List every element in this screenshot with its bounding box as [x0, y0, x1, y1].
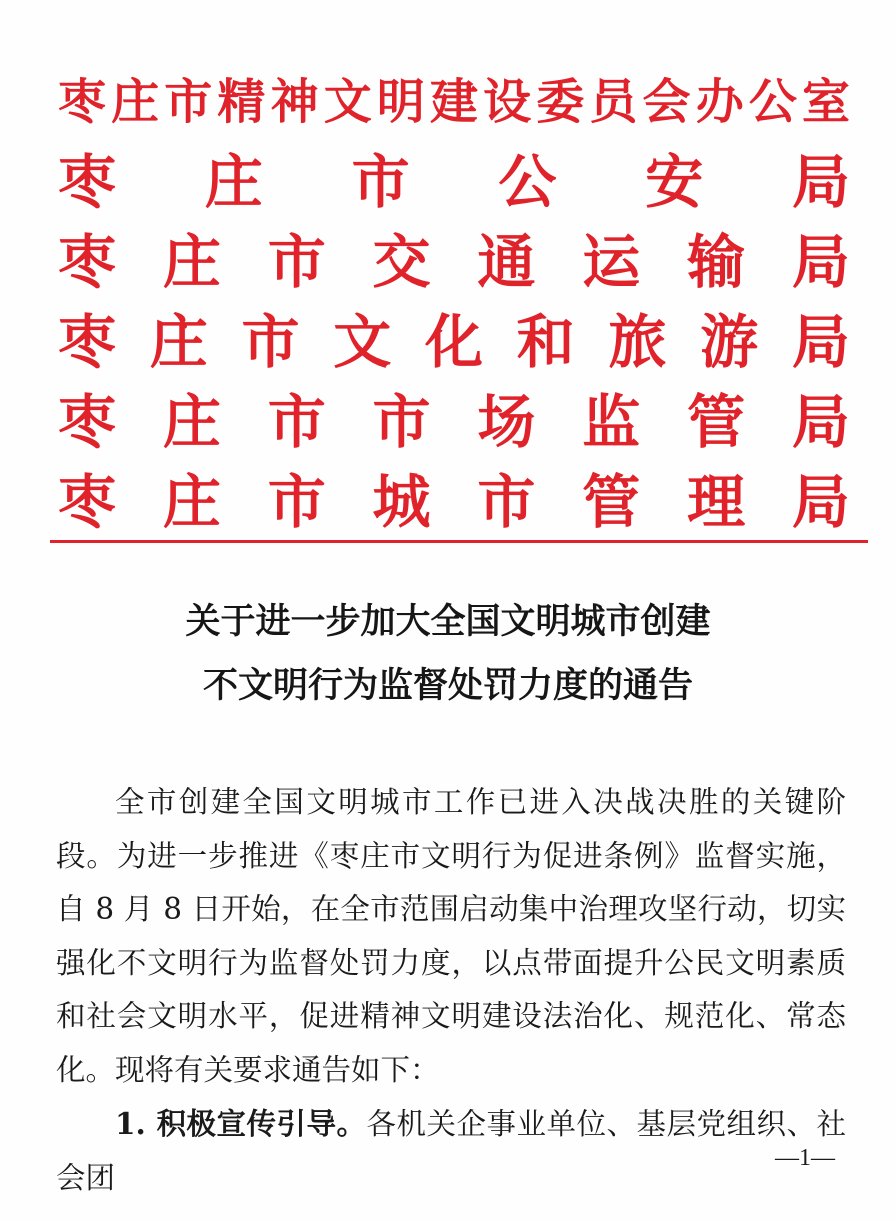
org-line-5	[58, 382, 850, 462]
org-line-4-char: 局	[791, 308, 850, 376]
title-line-2: 不文明行为监督处罚力度的通告	[202, 665, 693, 706]
org-line-3	[58, 222, 850, 302]
org-line-3-char: 庄	[162, 228, 221, 296]
org-line-1-char: 文	[323, 74, 372, 130]
org-line-1	[58, 62, 850, 142]
org-line-1-char: 神	[270, 74, 319, 130]
title-line-1: 关于进一步加大全国文明城市创建	[185, 601, 711, 642]
org-line-6-char: 市	[477, 468, 536, 536]
org-line-4-char: 市	[241, 308, 300, 376]
org-line-4-char: 庄	[149, 308, 208, 376]
org-line-2-char: 市	[351, 148, 410, 216]
org-line-5-char: 枣	[58, 388, 117, 456]
issuing-organizations-header	[58, 62, 850, 542]
item-1-heading: 1. 积极宣传引导。	[115, 1106, 367, 1141]
org-line-4-char: 文	[333, 308, 392, 376]
org-line-1-char: 枣	[58, 74, 107, 130]
org-line-1-char: 室	[801, 74, 850, 130]
org-line-1-char: 委	[536, 74, 585, 130]
org-line-6-char: 管	[582, 468, 641, 536]
org-line-5-char: 监	[582, 388, 641, 456]
org-line-1-char: 市	[164, 74, 213, 130]
org-line-1-char: 设	[483, 74, 532, 130]
org-line-5-char: 市	[372, 388, 431, 456]
org-line-4-char: 游	[700, 308, 759, 376]
org-line-5-char: 局	[791, 388, 850, 456]
org-line-1-char: 明	[376, 74, 425, 130]
org-line-6	[58, 462, 850, 542]
org-line-1-char: 公	[748, 74, 797, 130]
org-line-3-char: 枣	[58, 228, 117, 296]
org-line-6-char: 枣	[58, 468, 117, 536]
org-line-3-char: 交	[372, 228, 431, 296]
org-line-1-char: 庄	[111, 74, 160, 130]
org-line-6-char: 庄	[162, 468, 221, 536]
org-line-1-char: 会	[642, 74, 691, 130]
org-line-5-char: 庄	[162, 388, 221, 456]
org-line-4-char: 和	[516, 308, 575, 376]
org-line-1-char: 精	[217, 74, 266, 130]
org-line-5-char: 场	[477, 388, 536, 456]
red-separator-line	[50, 540, 868, 543]
org-line-3-char: 市	[267, 228, 326, 296]
org-line-1-char: 办	[695, 74, 744, 130]
org-line-2-char: 安	[645, 148, 704, 216]
document-title	[0, 590, 896, 718]
org-line-5-char: 管	[687, 388, 746, 456]
item-1-text: 各机关企事业单位、基层党组织、社会团	[56, 1107, 846, 1195]
body-paragraph-item-1	[56, 1097, 846, 1205]
org-line-3-char: 通	[477, 228, 536, 296]
org-line-6-char: 理	[687, 468, 746, 536]
org-line-4-char: 枣	[58, 308, 117, 376]
org-line-4	[58, 302, 850, 382]
org-line-1-char: 员	[589, 74, 638, 130]
org-line-4-char: 化	[424, 308, 483, 376]
org-line-2-char: 枣	[58, 148, 117, 216]
org-line-2	[58, 142, 850, 222]
org-line-5-char: 市	[267, 388, 326, 456]
org-line-1-char: 建	[429, 74, 478, 130]
org-line-2-char: 局	[791, 148, 850, 216]
org-line-6-char: 城	[372, 468, 431, 536]
page-number: —1—	[775, 1145, 835, 1171]
org-line-3-char: 输	[687, 228, 746, 296]
org-line-3-char: 局	[791, 228, 850, 296]
document-body	[56, 776, 846, 1205]
org-line-2-char: 庄	[204, 148, 263, 216]
org-line-2-char: 公	[498, 148, 557, 216]
org-line-6-char: 市	[267, 468, 326, 536]
body-paragraph-intro: 全市创建全国文明城市工作已进入决战决胜的关键阶段。为进一步推进《枣庄市文明行为促进条例》监督实施，自 8 月 8 日开始，在全市范围启动集中治理攻坚行动，切实强化不文明行为监督处罚力度，以点带面提升公民文明素质和社会文明水平，促进精神文明建设法治化、规范化、常态化。现将有关要求通告如下：	[56, 785, 846, 1087]
org-line-3-char: 运	[582, 228, 641, 296]
org-line-6-char: 局	[791, 468, 850, 536]
org-line-4-char: 旅	[608, 308, 667, 376]
